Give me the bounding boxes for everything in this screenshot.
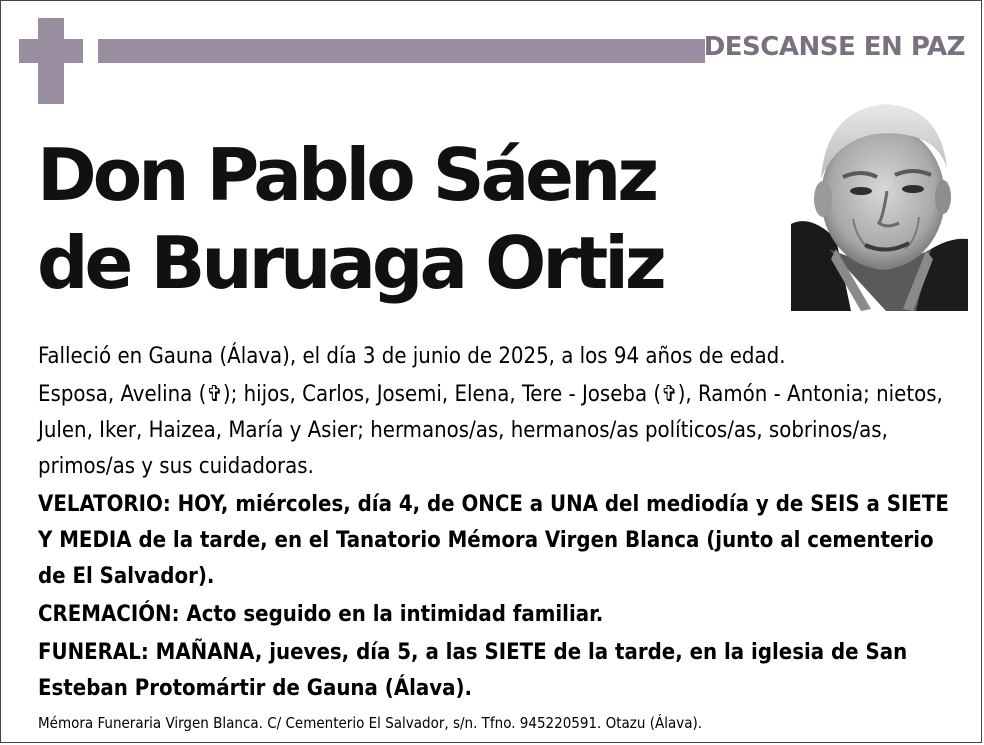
header-label: DESCANSE EN PAZ xyxy=(703,32,965,62)
wake-details: VELATORIO: HOY, miércoles, día 4, de ONCE a UNA del mediodía y de SEIS a SIETE Y MEDIA de la tarde, en el Tanatorio Mémora Virgen Blanca (junto al cementerio de El Salvador). xyxy=(38,492,949,589)
funeral-home-info: Mémora Funeraria Virgen Blanca. C/ Cementerio El Salvador, s/n. Tfno. 945220591. Otazu (Álava). xyxy=(38,714,703,732)
deceased-name xyxy=(37,131,777,307)
death-notice: Falleció en Gauna (Álava), el día 3 de junio de 2025, a los 94 años de edad. xyxy=(38,344,786,369)
deceased-name-line-2: de Buruaga Ortiz xyxy=(37,221,663,305)
deceased-name-line-1: Don Pablo Sáenz xyxy=(37,133,656,217)
funeral-details: FUNERAL: MAÑANA, jueves, día 5, a las SIETE de la tarde, en la iglesia de San Esteban Protomártir de Gauna (Álava). xyxy=(38,640,908,701)
family-list: Esposa, Avelina (✞); hijos, Carlos, Josemi, Elena, Tere - Joseba (✞), Ramón - Antonia; nietos, Julen, Iker, Haizea, María y Asier; hermanos/as, hermanos/as políticos/as, sobrinos/as, primos/as y sus cuidadoras. xyxy=(38,382,943,479)
cremation-details: CREMACIÓN: Acto seguido en la intimidad familiar. xyxy=(38,602,604,627)
header-bar xyxy=(98,39,705,63)
portrait-photo xyxy=(791,99,968,311)
obituary-body xyxy=(38,339,953,707)
